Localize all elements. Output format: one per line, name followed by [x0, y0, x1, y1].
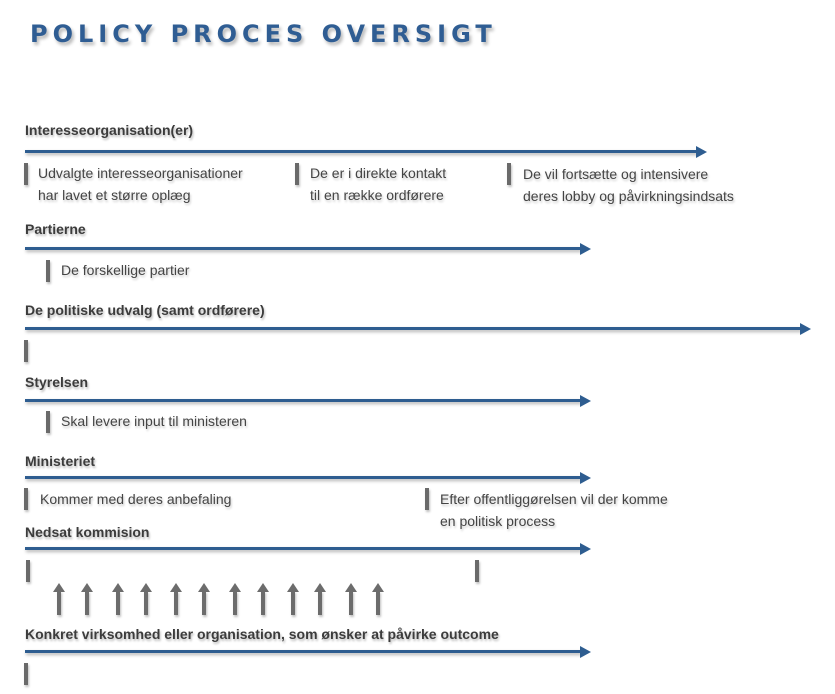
milestone-tick: [425, 488, 429, 510]
note-line: Skal levere input til ministeren: [61, 413, 247, 429]
arrow-up-icon: [372, 583, 384, 615]
note-input-ministeren: [61, 410, 247, 432]
milestone-tick: [475, 560, 479, 582]
milestone-tick: [507, 163, 511, 185]
timeline-arrow-konkret-virksomhed: [25, 650, 581, 653]
timeline-arrow-interesseorganisationer: [25, 150, 697, 153]
note-line: deres lobby og påvirkningsindsats: [523, 188, 734, 204]
arrow-up-icon: [257, 583, 269, 615]
note-politisk-process: [440, 488, 668, 532]
note-forskellige-partier: [61, 259, 189, 281]
arrow-up-icon: [314, 583, 326, 615]
note-udvalgte-interesseorganisationer: [38, 162, 243, 206]
arrow-up-icon: [170, 583, 182, 615]
timeline-arrow-ministeriet: [25, 476, 581, 479]
diagram-title: POLICY PROCES OVERSIGT: [30, 20, 497, 48]
lane-label-konkret-virksomhed: Konkret virksomhed eller organisation, som ønsker at påvirke outcome: [25, 626, 499, 642]
arrow-up-icon: [112, 583, 124, 615]
arrow-up-icon: [53, 583, 65, 615]
arrow-up-icon: [287, 583, 299, 615]
lane-label-interesseorganisationer: Interesseorganisation(er): [25, 122, 194, 138]
arrow-up-icon: [81, 583, 93, 615]
note-line: har lavet et større oplæg: [38, 187, 191, 203]
timeline-arrow-styrelsen: [25, 399, 581, 402]
note-line: De forskellige partier: [61, 262, 190, 278]
milestone-tick: [46, 260, 50, 282]
note-line: De vil fortsætte og intensivere: [523, 166, 709, 182]
lane-label-ministeriet: Ministeriet: [25, 453, 96, 469]
milestone-tick: [24, 340, 28, 362]
note-anbefaling: [40, 488, 231, 510]
arrow-up-icon: [229, 583, 241, 615]
note-line: Udvalgte interesseorganisationer: [38, 165, 243, 181]
lane-label-partierne: Partierne: [25, 221, 86, 237]
note-direkte-kontakt: [310, 162, 446, 206]
arrow-up-icon: [140, 583, 152, 615]
note-line: Kommer med deres anbefaling: [40, 491, 232, 507]
timeline-arrow-nedsat-kommision: [25, 547, 581, 550]
note-intensivere-lobby: [523, 163, 734, 207]
arrow-up-icon: [345, 583, 357, 615]
note-line: til en række ordførere: [310, 187, 444, 203]
lane-label-styrelsen: Styrelsen: [25, 374, 89, 390]
note-line: en politisk process: [440, 513, 556, 529]
milestone-tick: [26, 560, 30, 582]
timeline-arrow-partierne: [25, 247, 581, 250]
arrow-up-icon: [198, 583, 210, 615]
milestone-tick: [24, 663, 28, 685]
note-line: De er i direkte kontakt: [310, 165, 447, 181]
milestone-tick: [295, 163, 299, 185]
timeline-arrow-politiske-udvalg: [25, 327, 801, 330]
note-line: Efter offentliggørelsen vil der komme: [440, 491, 668, 507]
milestone-tick: [46, 411, 50, 433]
milestone-tick: [24, 488, 28, 510]
lane-label-nedsat-kommision: Nedsat kommision: [25, 524, 150, 540]
milestone-tick: [24, 163, 28, 185]
lane-label-politiske-udvalg: De politiske udvalg (samt ordførere): [25, 302, 265, 318]
